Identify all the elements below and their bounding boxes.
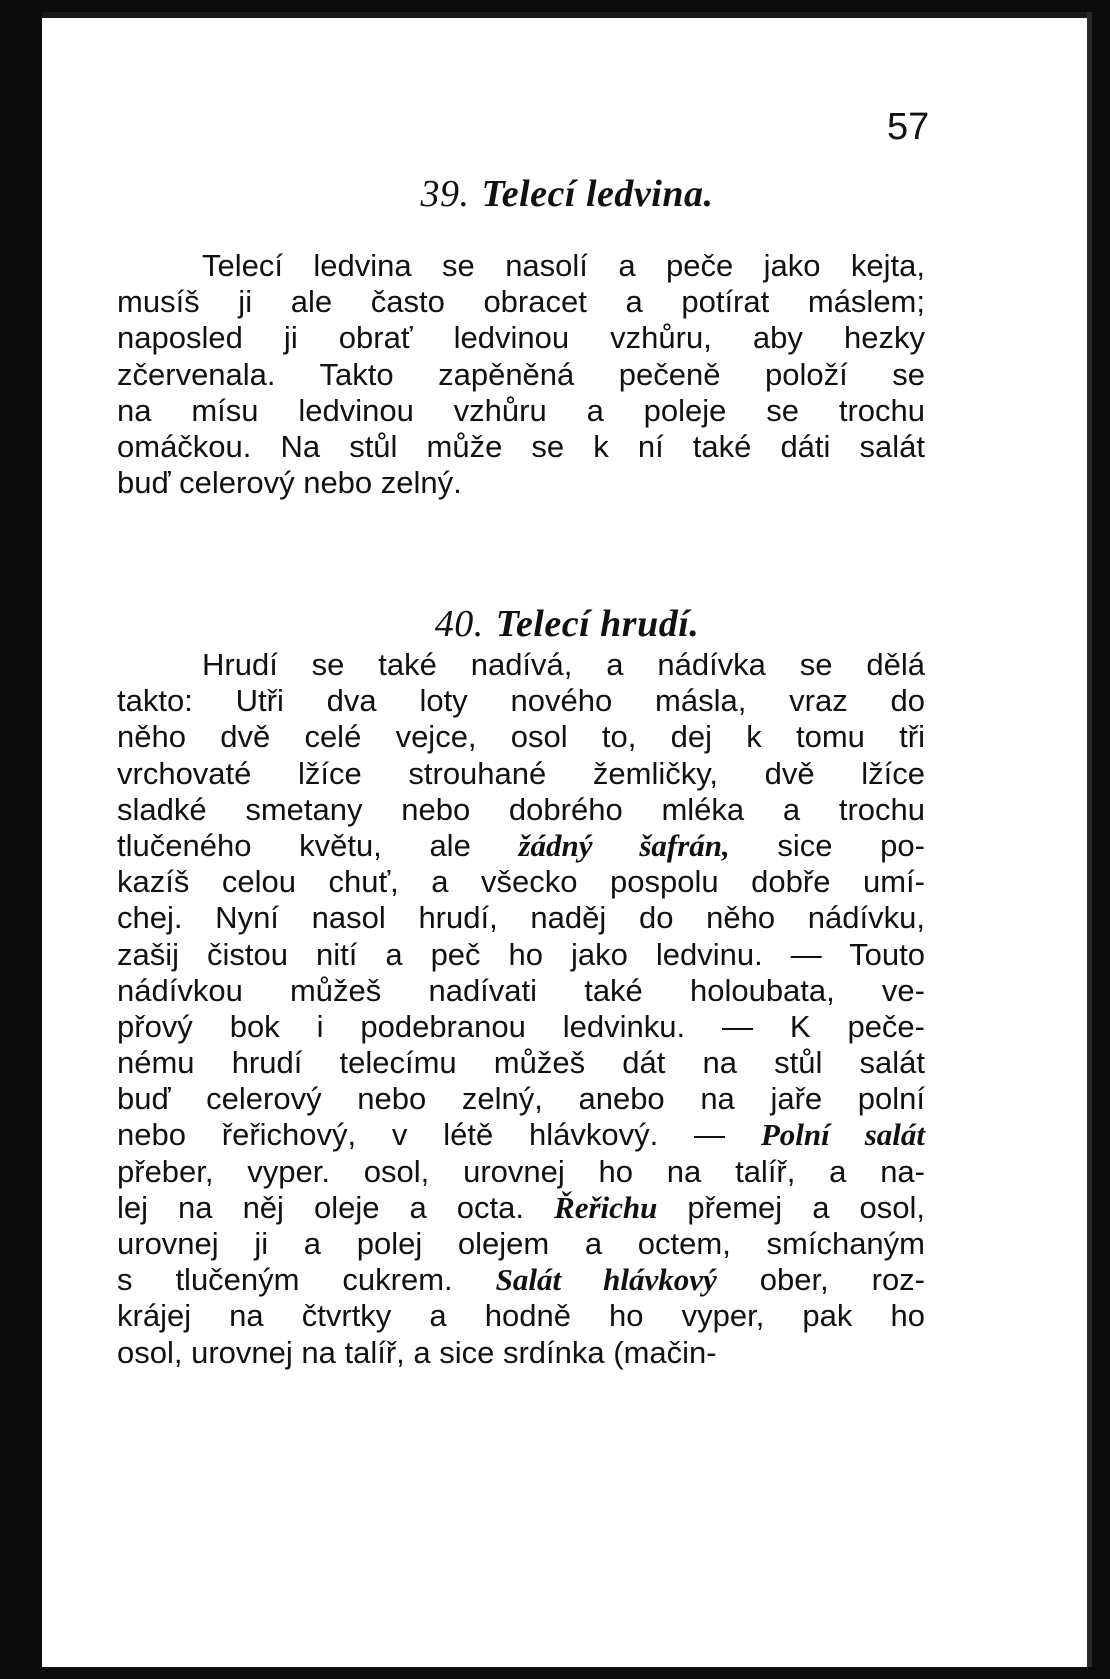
text-line (117, 864, 925, 900)
text-line (117, 357, 925, 393)
line-text: zčervenala. Takto zapěněná pečeně položí se (117, 356, 925, 392)
line-text: tlučeného květu, ale (117, 827, 519, 863)
line-text: takto: Utři dva loty nového másla, vraz do (117, 683, 925, 719)
text-line (117, 792, 925, 828)
section-heading-40 (42, 602, 1092, 646)
text-line (117, 973, 925, 1009)
text-line (117, 248, 925, 284)
text-line (117, 1154, 925, 1190)
line-text: Telecí ledvina se nasolí a peče jako kejta, (202, 248, 925, 283)
text-line (117, 1335, 925, 1371)
section-number: 39. (420, 173, 470, 215)
line-text: něho dvě celé vejce, osol to, dej k tomu tři (117, 719, 925, 755)
emphasized-term: Řeřichu (554, 1189, 658, 1225)
page-number: 57 (887, 106, 930, 148)
text-line (117, 1081, 925, 1117)
line-text: lej na něj oleje a octa. (117, 1189, 555, 1225)
line-text: přemej a osol, (657, 1189, 925, 1225)
line-text: nebo řeřichový, v létě hlávkový. — (117, 1117, 761, 1153)
line-text: kazíš celou chuť, a všecko pospolu dobře umí- (117, 864, 925, 900)
line-text: Hrudí se také nadívá, a nádívka se dělá (202, 647, 925, 682)
text-line (117, 465, 925, 501)
text-line (117, 683, 925, 719)
text-line (117, 719, 925, 755)
text-line (117, 1117, 925, 1153)
line-text: chej. Nyní nasol hrudí, naděj do něho nádívku, (117, 900, 925, 936)
section-number: 40. (434, 603, 484, 645)
emphasized-term: Polní salát (760, 1117, 925, 1153)
text-line (117, 1298, 925, 1334)
line-text: sladké smetany nebo dobrého mléka a trochu (117, 791, 925, 827)
line-text: buď celerový nebo zelný, anebo na jaře polní (117, 1081, 925, 1117)
line-text: naposled ji obrať ledvinou vzhůru, aby hezky (117, 320, 925, 356)
book-page (42, 12, 1092, 1667)
line-text: s tlučeným cukrem. (117, 1262, 496, 1298)
text-line (117, 756, 925, 792)
text-line (117, 1009, 925, 1045)
text-line (117, 1226, 925, 1262)
line-text: osol, urovnej na talíř, a sice srdínka (mačin- (117, 1334, 717, 1370)
line-text: přový bok i podebranou ledvinku. — K peče- (117, 1008, 925, 1044)
text-line (117, 393, 925, 429)
text-line (117, 320, 925, 356)
line-text: urovnej ji a polej olejem a octem, smíchaným (117, 1226, 925, 1261)
text-line (117, 1045, 925, 1081)
line-text: ober, roz- (716, 1262, 926, 1298)
line-text: sice po- (729, 827, 925, 863)
line-text: přeber, vyper. osol, urovnej ho na talíř, a na- (117, 1153, 925, 1189)
text-line (117, 647, 925, 683)
line-text: krájej na čtvrtky a hodně ho vyper, pak ho (117, 1298, 925, 1334)
section-paragraph-39 (117, 248, 925, 501)
emphasized-term: Salát hlávkový (495, 1262, 717, 1298)
section-heading-39 (42, 172, 1092, 216)
line-text: zašij čistou nití a peč ho jako ledvinu. — Touto (117, 936, 925, 972)
line-text: omáčkou. Na stůl může se k ní také dáti salát (117, 428, 925, 464)
section-paragraph-40 (117, 647, 925, 1371)
emphasized-term: žádný šafrán, (518, 827, 730, 863)
text-line (117, 1190, 925, 1226)
line-text: na mísu ledvinou vzhůru a poleje se trochu (117, 392, 925, 428)
section-title: Telecí ledvina. (481, 173, 714, 215)
text-line (117, 429, 925, 465)
text-line (117, 1262, 925, 1298)
text-line (117, 937, 925, 973)
line-text: nádívkou můžeš nadívati také holoubata, ve- (117, 972, 925, 1008)
text-line (117, 900, 925, 936)
text-line (117, 828, 925, 864)
line-text: nému hrudí telecímu můžeš dát na stůl salát (117, 1045, 925, 1081)
page-top-edge (42, 12, 1092, 18)
text-line (117, 284, 925, 320)
section-title: Telecí hrudí. (495, 603, 700, 645)
line-text: buď celerový nebo zelný. (117, 465, 462, 501)
line-text: musíš ji ale často obracet a potírat máslem; (117, 284, 925, 320)
line-text: vrchovaté lžíce strouhané žemličky, dvě lžíce (117, 755, 925, 791)
page-right-edge (1087, 12, 1092, 1667)
